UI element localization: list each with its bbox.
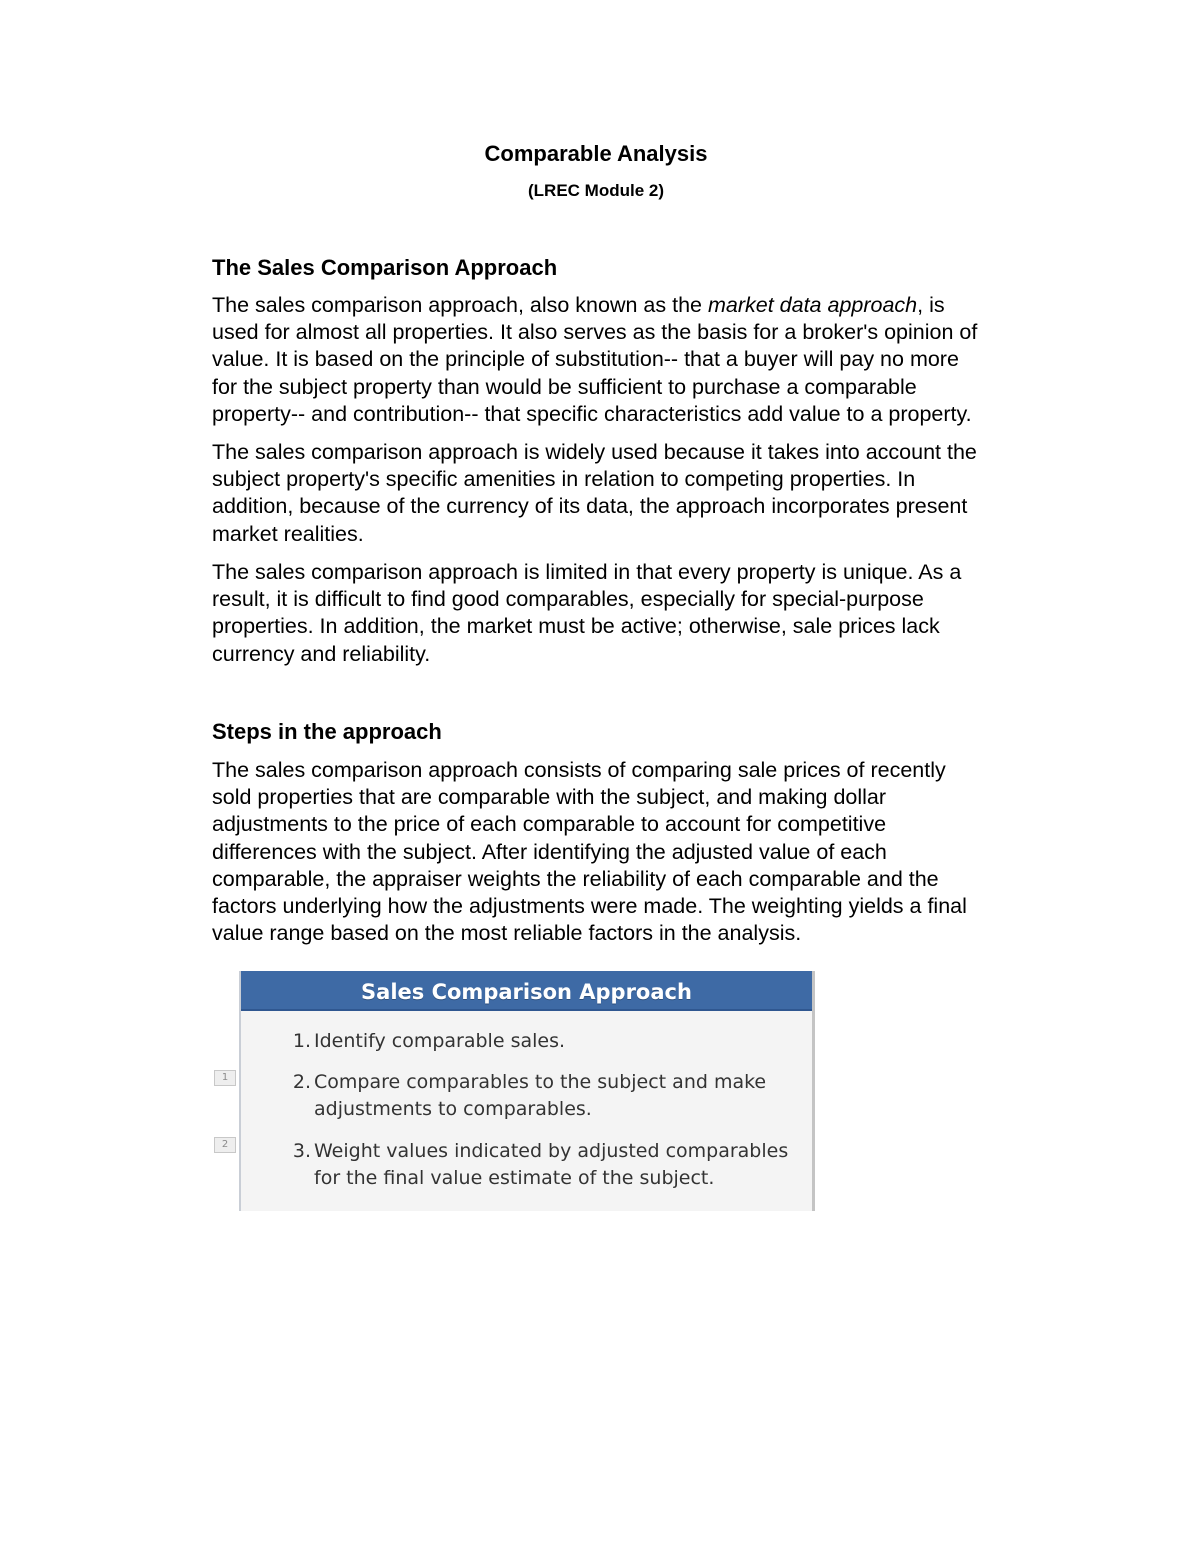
paragraph-line: used for almost all properties. It also serves as the basis for a broker's opinion of <box>212 320 978 345</box>
document-title: Comparable Analysis <box>484 141 708 166</box>
margin-marker-2: 2 <box>214 1137 236 1153</box>
paragraph-line: factors underlying how the adjustments were made. The weighting yields a final <box>212 894 967 919</box>
paragraph-line: for the subject property than would be sufficient to purchase a comparable <box>212 374 917 399</box>
paragraph-line: properties. In addition, the market must be active; otherwise, sale prices lack <box>212 614 940 639</box>
paragraph-line: The sales comparison approach is limited in that every property is unique. As a <box>212 560 962 584</box>
step-text-line: Weight values indicated by adjusted comparables <box>314 1140 789 1162</box>
document-subtitle: (LREC Module 2) <box>528 181 664 200</box>
step-number: 3. <box>292 1140 311 1162</box>
paragraph-line: adjustments to the price of each comparable to account for competitive <box>212 812 887 837</box>
paragraph-line: market realities. <box>212 521 364 546</box>
step-number: 2. <box>292 1071 311 1093</box>
paragraph-line: currency and reliability. <box>212 641 431 666</box>
paragraph-line: property-- and contribution-- that specific characteristics add value to a property. <box>212 401 972 426</box>
step-text-line: Compare comparables to the subject and make <box>314 1071 767 1093</box>
paragraph-line: sold properties that are comparable with the subject, and making dollar <box>212 785 887 810</box>
section-heading-steps: Steps in the approach <box>212 719 442 744</box>
paragraph-sales-comparison-usage <box>212 439 1072 548</box>
paragraph-line: comparable, the appraiser weights the reliability of each comparable and the <box>212 866 939 891</box>
paragraph-line: differences with the subject. After identifying the adjusted value of each <box>212 839 887 864</box>
sales-comparison-figure <box>239 971 815 1211</box>
paragraph-line <box>212 292 1072 319</box>
step-text-line: for the final value estimate of the subject. <box>314 1167 715 1189</box>
step-text-line: Identify comparable sales. <box>314 1030 566 1052</box>
paragraph-sales-comparison-limits <box>212 559 1072 668</box>
paragraph-line: The sales comparison approach consists of comparing sale prices of recently <box>212 758 946 782</box>
paragraph-line: value range based on the most reliable factors in the analysis. <box>212 921 802 946</box>
paragraph-line: The sales comparison approach is widely used because it takes into account the <box>212 440 977 464</box>
paragraph-sales-comparison-intro <box>212 292 1072 428</box>
text-run: , is <box>917 293 945 317</box>
paragraph-line: subject property's specific amenities in relation to competing properties. In <box>212 467 916 492</box>
emphasized-term: market data approach <box>707 293 918 317</box>
step-text <box>314 1138 804 1192</box>
figure-header: Sales Comparison Approach <box>241 971 812 1011</box>
margin-marker-1: 1 <box>214 1070 236 1086</box>
paragraph-steps-description <box>212 757 1072 947</box>
paragraph-line: value. It is based on the principle of substitution-- that a buyer will pay no more <box>212 347 959 372</box>
text-run: The sales comparison approach, also known as the <box>212 293 708 317</box>
paragraph-line: addition, because of the currency of its data, the approach incorporates present <box>212 494 968 519</box>
step-number: 1. <box>292 1030 311 1052</box>
step-text-line: adjustments to comparables. <box>314 1098 592 1120</box>
paragraph-line: result, it is difficult to find good comparables, especially for special-purpose <box>212 587 924 612</box>
step-text <box>314 1069 804 1123</box>
section-heading-sales-comparison: The Sales Comparison Approach <box>212 255 558 280</box>
step-text <box>314 1028 804 1055</box>
